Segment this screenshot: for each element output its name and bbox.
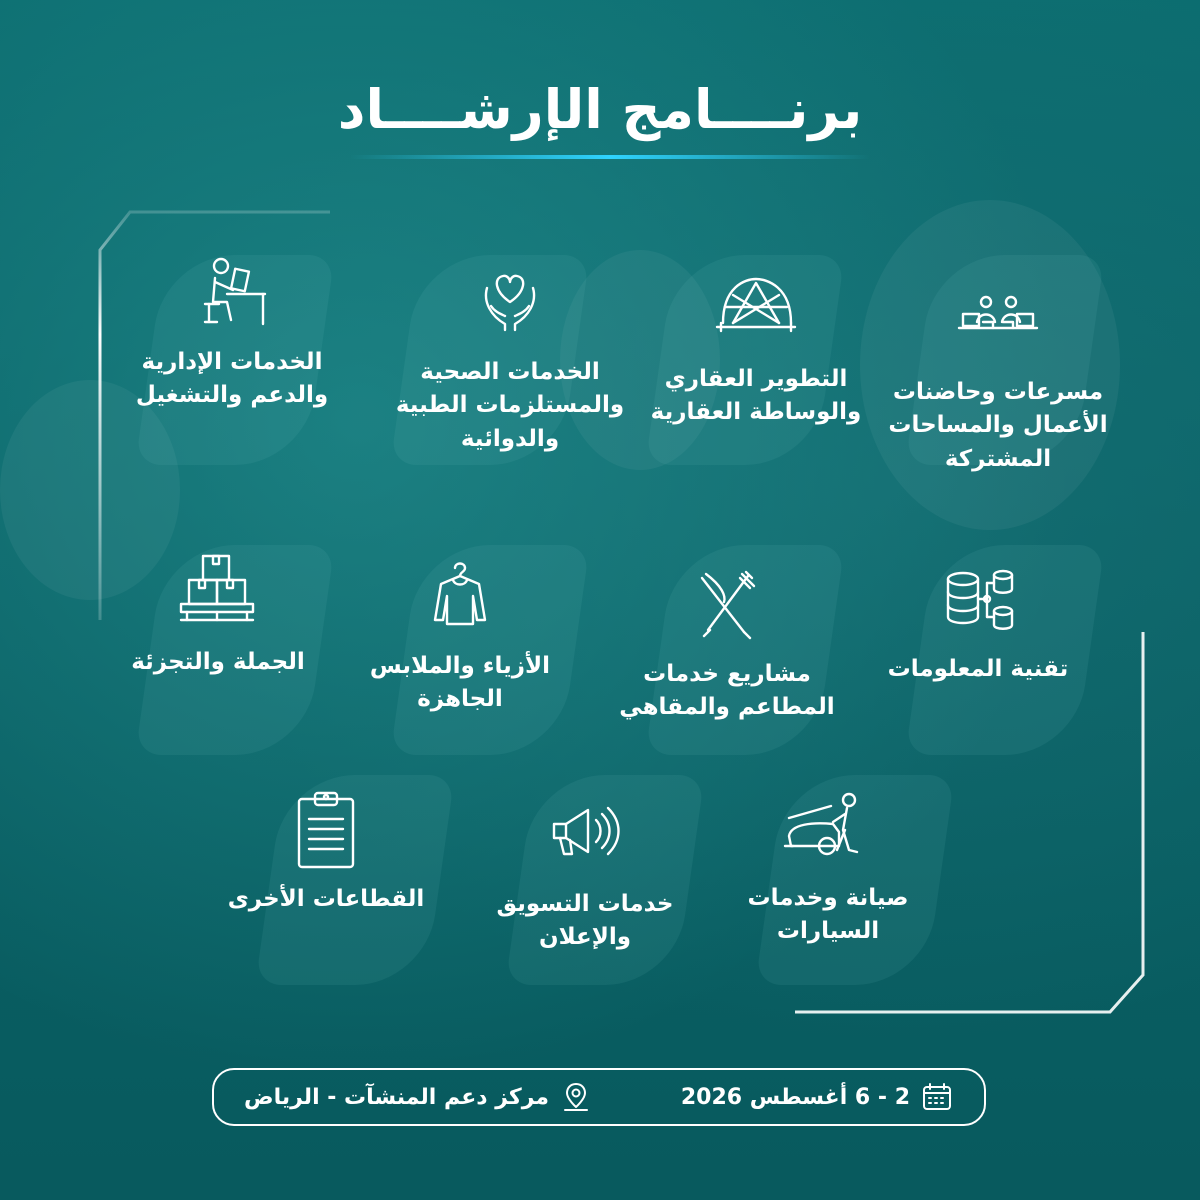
page-title: برنــــامج الإرشــــاد: [337, 78, 863, 141]
sector-label: الخدمات الإدارية والدعم والتشغيل: [135, 349, 329, 409]
person-desk-icon: [187, 248, 277, 338]
shirt-hanger-icon: [415, 552, 505, 642]
clipboard-icon: [281, 785, 371, 875]
sector-label: التطوير العقاري والوساطة العقارية: [650, 366, 862, 426]
event-date: [681, 1080, 954, 1114]
fork-knife-icon: [682, 560, 772, 650]
sector-admin: [102, 248, 362, 413]
sector-label: مشاريع خدمات المطاعم والمقاهي: [619, 661, 835, 721]
calendar-icon: [920, 1080, 954, 1114]
heart-hands-icon: [465, 258, 555, 348]
sector-restaurants: [597, 560, 857, 725]
event-location: [244, 1080, 593, 1114]
sector-label: الجملة والتجزئة: [131, 649, 305, 675]
sector-label: القطاعات الأخرى: [227, 886, 425, 912]
sector-health: [380, 258, 640, 456]
sector-fashion: [330, 552, 590, 717]
boxes-pallet-icon: [173, 548, 263, 638]
event-date-text: 2 - 6 أغسطس 2026: [680, 1084, 910, 1110]
sector-automotive: [698, 784, 958, 949]
megaphone-icon: [540, 790, 630, 880]
sector-label: الأزياء والملابس الجاهزة: [369, 653, 551, 713]
sector-label: تقنية المعلومات: [887, 656, 1069, 682]
car-mechanic-icon: [783, 784, 873, 874]
sector-coworking: [868, 278, 1128, 476]
event-location-text: مركز دعم المنشآت - الرياض: [244, 1084, 550, 1110]
sector-wholesale: [88, 548, 348, 679]
event-info-bar: [212, 1068, 986, 1126]
title-underline: [350, 155, 870, 159]
sector-label: خدمات التسويق والإعلان: [496, 891, 674, 951]
sector-label: الخدمات الصحية والمستلزمات الطبية والدوائية: [395, 359, 625, 452]
building-dome-icon: [711, 265, 801, 355]
sector-others: [196, 785, 456, 916]
sector-label: مسرعات وحاضنات الأعمال والمساحات المشتركة: [888, 379, 1108, 472]
map-pin-icon: [559, 1080, 593, 1114]
sector-real-estate: [626, 265, 886, 430]
database-icon: [933, 555, 1023, 645]
sector-label: صيانة وخدمات السيارات: [747, 885, 909, 945]
coworking-people-icon: [953, 278, 1043, 368]
sector-it: [848, 555, 1108, 686]
sector-marketing: [455, 790, 715, 955]
